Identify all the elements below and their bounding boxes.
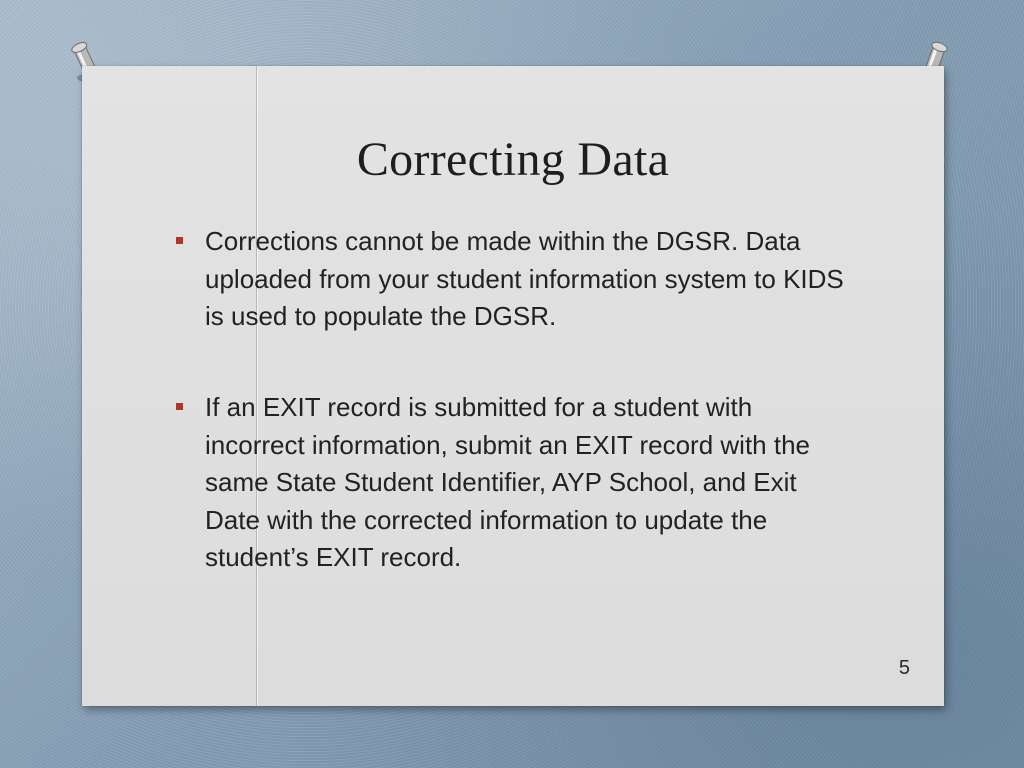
page-number: 5 <box>898 657 910 679</box>
bullet-item <box>176 389 856 577</box>
square-bullet-icon <box>176 403 183 410</box>
bullet-text: If an EXIT record is submitted for a student with incorrect information, submit an EXIT record with the same State Student Identifier, AYP School, and Exit Date with the corrected information to update the student’s EXIT record. <box>205 392 810 572</box>
bullet-text: Corrections cannot be made within the DGSR. Data uploaded from your student information system to KIDS is used to populate the DGSR. <box>205 226 844 331</box>
square-bullet-icon <box>176 237 183 244</box>
slide-title: Correcting Data <box>356 133 670 186</box>
bullet-item <box>176 223 856 336</box>
slide-card <box>82 66 944 706</box>
